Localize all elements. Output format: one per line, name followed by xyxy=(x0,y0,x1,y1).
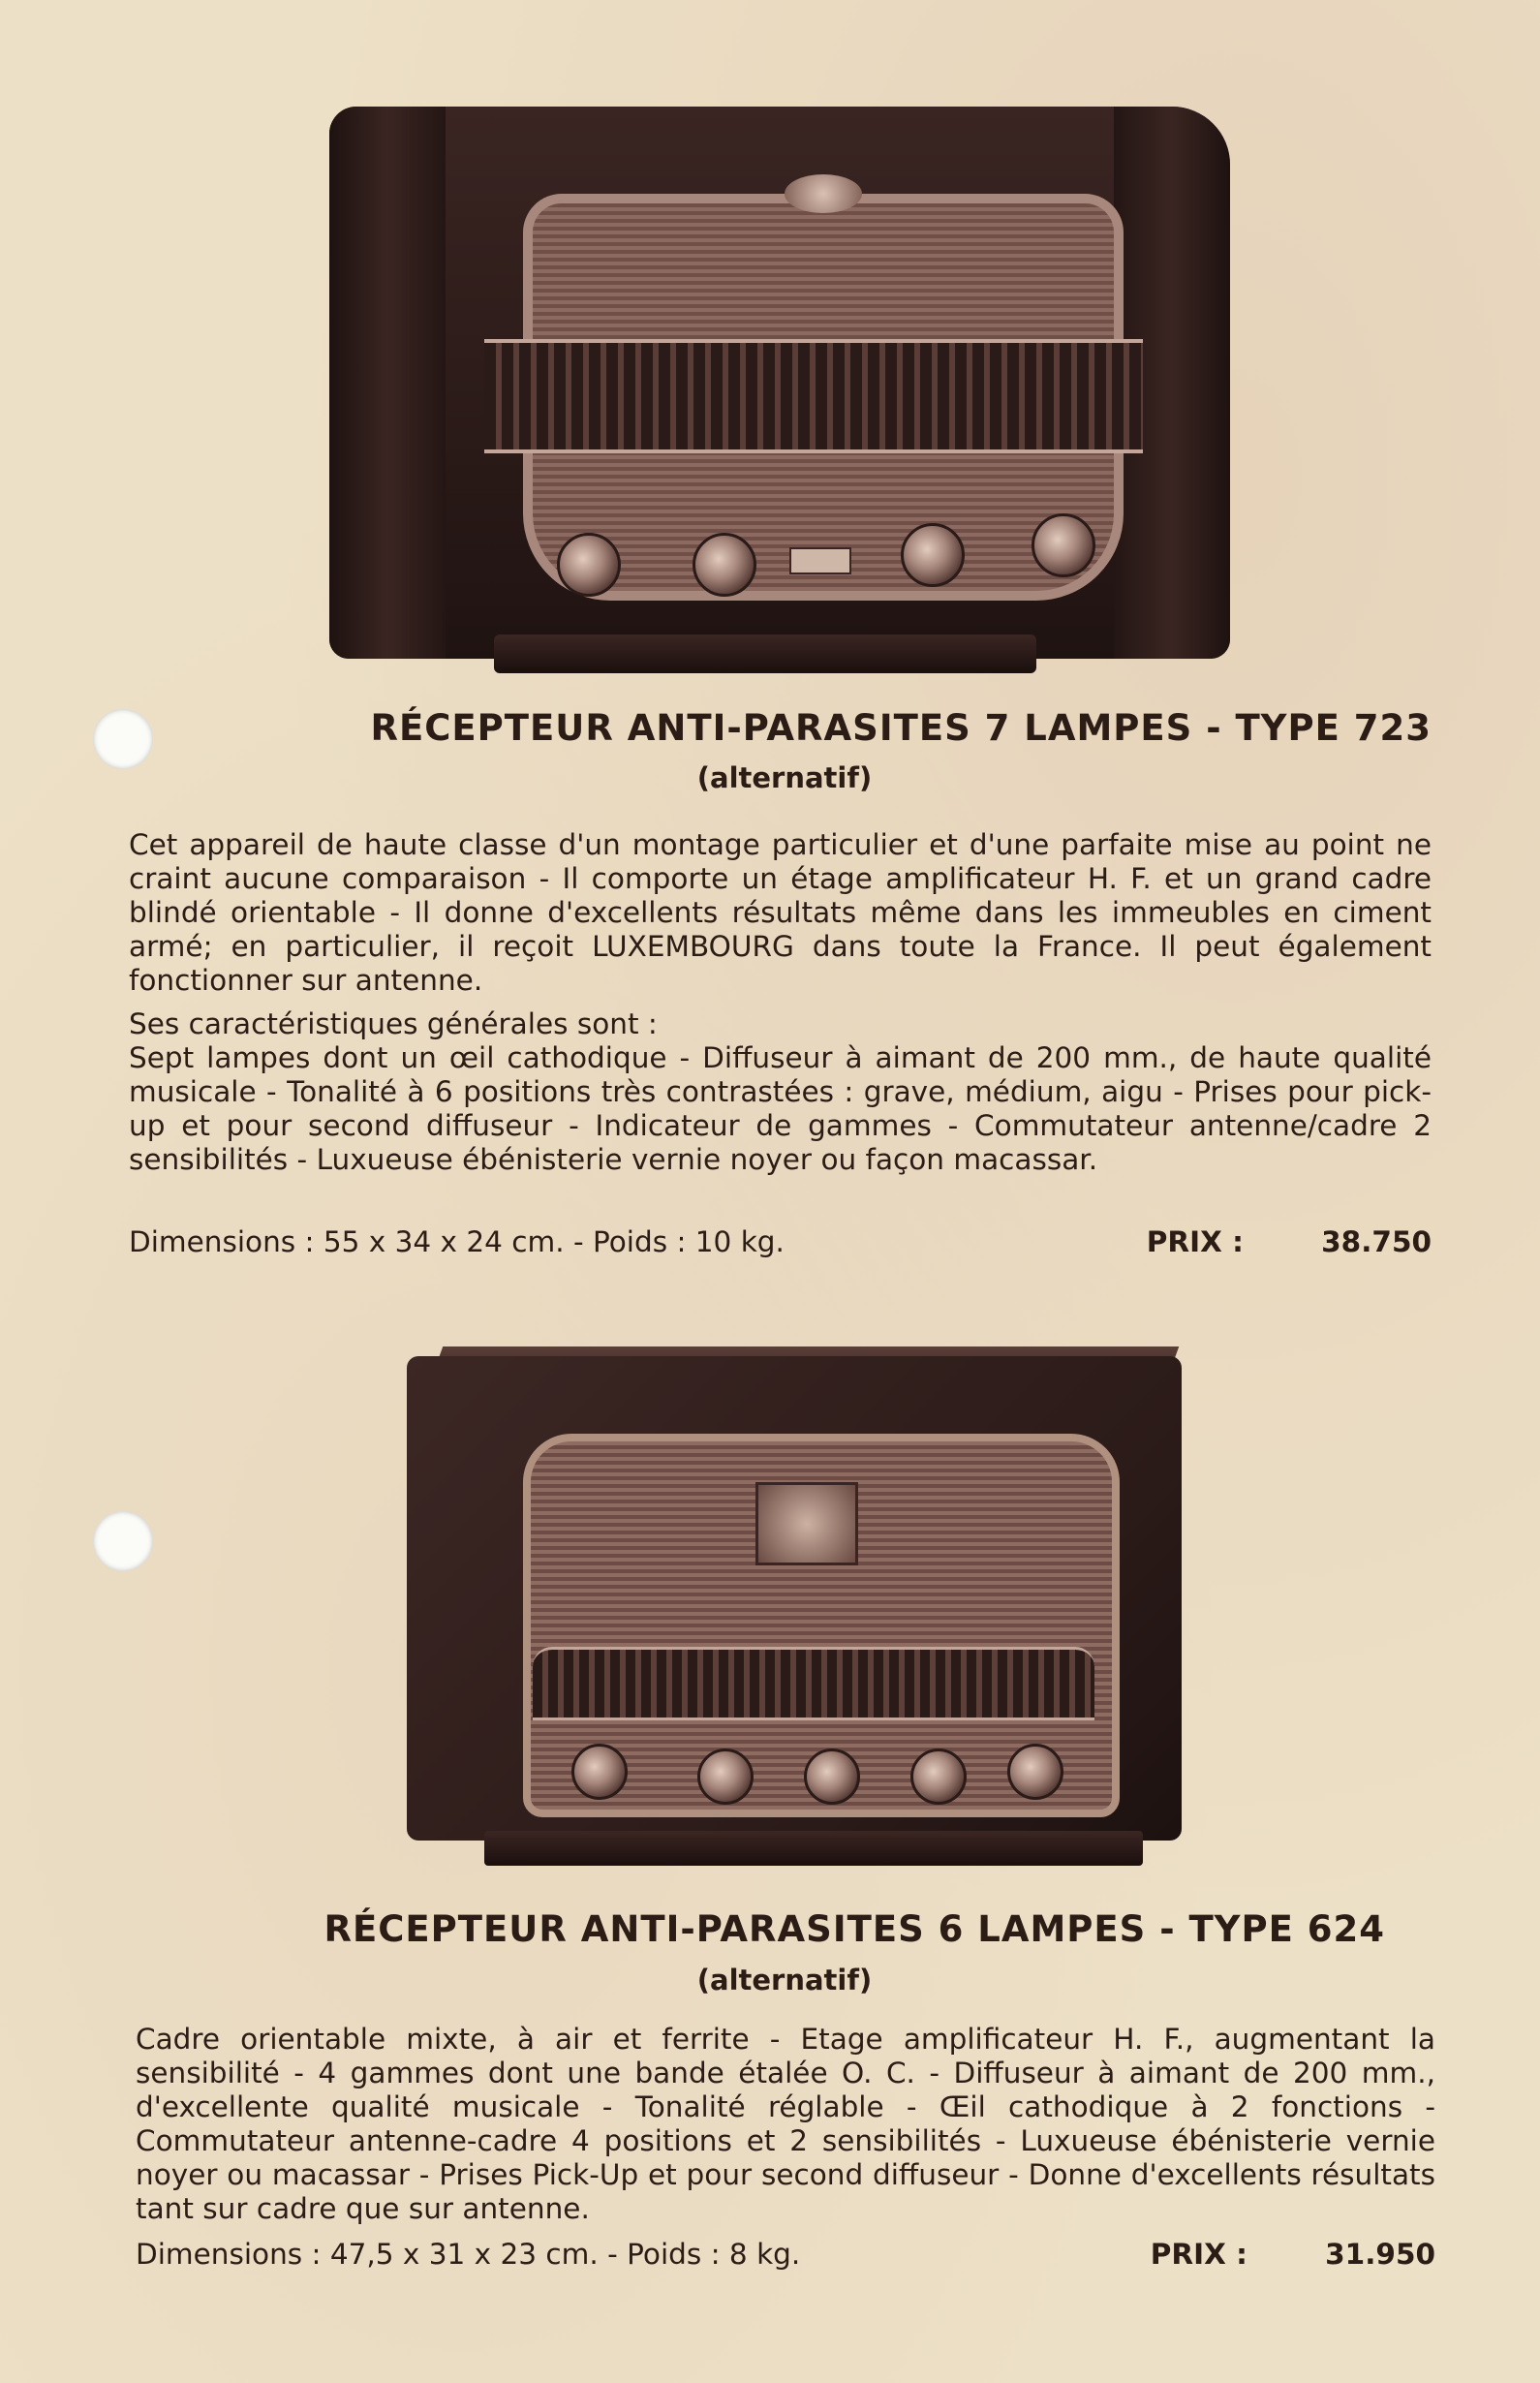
product-723-price xyxy=(1147,1225,1432,1259)
knob-2 xyxy=(697,1749,754,1805)
price-label: PRIX : xyxy=(1146,1225,1244,1258)
radio-base xyxy=(484,1831,1143,1866)
tuning-dial xyxy=(484,339,1143,453)
knob-3 xyxy=(804,1749,860,1805)
product-723-subtitle: (alternatif) xyxy=(696,761,873,794)
product-624-heading: RÉCEPTEUR ANTI-PARASITES 6 LAMPES - TYPE 624 xyxy=(323,1908,1385,1950)
cabinet-side-left xyxy=(329,107,446,659)
price-value: 38.750 xyxy=(1321,1225,1432,1258)
knob-1 xyxy=(557,533,621,597)
radio-723-illustration xyxy=(329,107,1230,678)
product-723-dimensions: Dimensions : 55 x 34 x 24 cm. - Poids : 10 kg. xyxy=(129,1225,785,1258)
brand-badge xyxy=(789,547,851,574)
binder-hole-bottom xyxy=(93,1511,153,1571)
knob-3 xyxy=(901,523,965,587)
product-624-dimensions: Dimensions : 47,5 x 31 x 23 cm. - Poids : 8 kg. xyxy=(136,2238,801,2271)
price-value: 31.950 xyxy=(1325,2238,1435,2271)
radio-624-illustration xyxy=(407,1356,1182,1870)
product-624-subtitle: (alternatif) xyxy=(696,1964,873,1996)
knob-5 xyxy=(1007,1744,1063,1800)
product-723-features-intro: Ses caractéristiques générales sont : xyxy=(129,1007,658,1040)
brand-emblem xyxy=(755,1482,858,1565)
radio-base xyxy=(494,634,1036,673)
product-624-description-block xyxy=(136,2023,1435,2226)
product-723-heading: RÉCEPTEUR ANTI-PARASITES 7 LAMPES - TYPE 723 xyxy=(370,707,1432,749)
product-624-price xyxy=(1151,2238,1435,2272)
product-723-spec-row xyxy=(129,1225,1432,1259)
product-723-description: Cet appareil de haute classe d'un montage particulier et d'une parfaite mise au point ne craint aucune comparaison - Il comporte un étage amplificateur H. F. et un grand cadre blindé orientable - Il donne d'excellents résultats même dans les immeubles en ciment armé; en particulier, il reçoit LUXEMBOURG dans toute la France. Il peut également fonctionner sur antenne. xyxy=(129,828,1432,997)
knob-1 xyxy=(571,1744,628,1800)
product-723-features: Sept lampes dont un œil cathodique - Diffuseur à aimant de 200 mm., de haute qualité musicale - Tonalité à 6 positions très contrastées : grave, médium, aigu - Prises pour pick-up et pour second diffuseur - Indicateur de gammes - Commutateur antenne/cadre 2 sensibilités - Luxueuse ébénisterie vernie noyer ou façon macassar. xyxy=(129,1041,1432,1176)
product-624-spec-row xyxy=(136,2238,1435,2272)
product-723-description-block xyxy=(129,828,1432,1177)
knob-2 xyxy=(693,533,756,597)
product-624-description: Cadre orientable mixte, à air et ferrite - Etage amplificateur H. F., augmentant la sensibilité - 4 gammes dont une bande étalée O. C. - Diffuseur à aimant de 200 mm., d'excellente qualité musicale - Tonalité réglable - Œil cathodique à 2 fonctions - Commutateur antenne-cadre 4 positions et 2 sensibilités - Luxueuse ébénisterie vernie noyer ou macassar - Prises Pick-Up et pour second diffuseur - Donne d'excellents résultats tant sur cadre que sur antenne. xyxy=(136,2023,1435,2225)
price-label: PRIX : xyxy=(1150,2238,1247,2271)
knob-4 xyxy=(910,1749,967,1805)
tuning-dial xyxy=(533,1647,1094,1720)
crest-ornament xyxy=(785,174,862,213)
knob-4 xyxy=(1032,513,1095,577)
